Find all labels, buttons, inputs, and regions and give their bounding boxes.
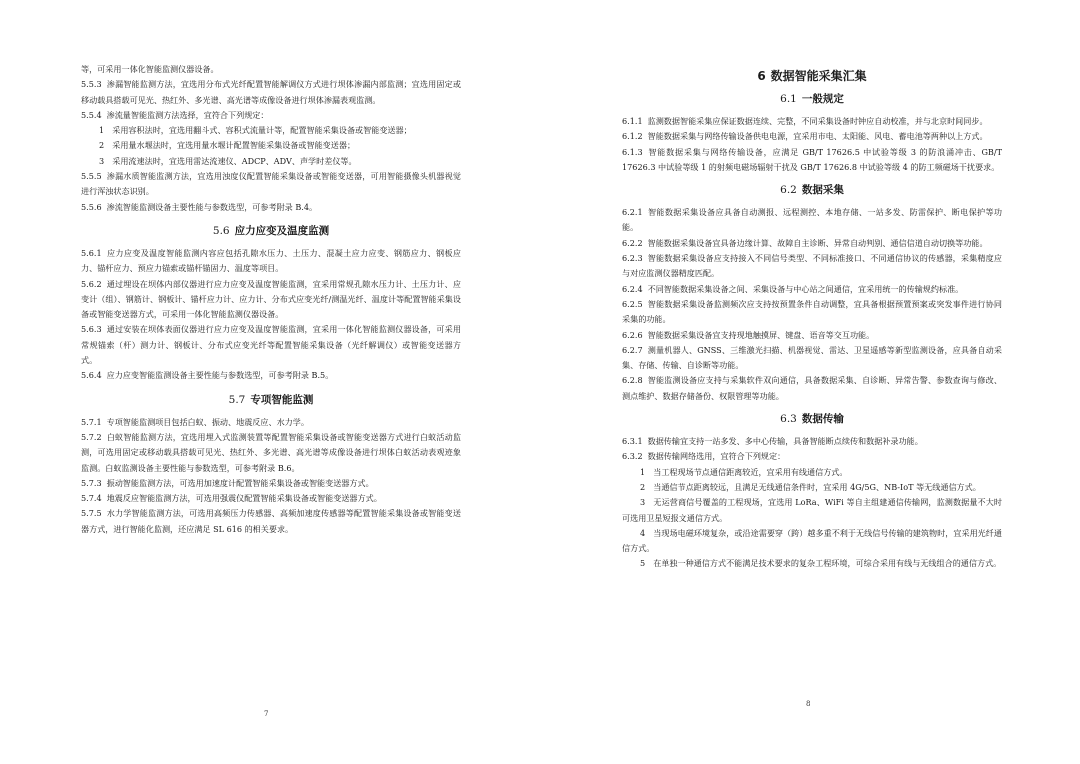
clause-5-5-5 xyxy=(81,169,461,200)
clause-number: 6.1.1 xyxy=(622,116,643,126)
clause-number: 5.5.5 xyxy=(81,171,102,182)
list-item: 3 无运营商信号覆盖的工程现场，宜选用 LoRa、WiFi 等自主组建通信传输网，监测数据量不大时可选用卫星短报文通信方式。 xyxy=(622,497,1002,523)
clause-text: 监测数据智能采集应保证数据连续、完整，不同采集设备时钟应自动校准，并与北京时间同步。 xyxy=(647,116,988,126)
clause-number: 6.2.4 xyxy=(622,283,643,294)
clause-number: 5.6.2 xyxy=(81,278,102,289)
clause-text: 振动智能监测方法，可选用加速度计配置智能采集设备或智能变送器方式。 xyxy=(106,477,374,488)
clause-5-7-5 xyxy=(81,506,461,537)
clause-6-3-2 xyxy=(622,449,1002,464)
page-right xyxy=(622,62,1002,572)
clause-number: 6.3.2 xyxy=(622,451,643,462)
clause-number: 5.6.3 xyxy=(81,324,102,335)
clause-number: 5.6.1 xyxy=(81,247,102,258)
clause-6-2-4 xyxy=(622,282,1002,297)
clause-number: 5.7.1 xyxy=(81,416,102,427)
clause-text: 智能数据采集设备宜具备边缘计算、故障自主诊断、异常自动判别、通信信道自动切换等功能。 xyxy=(647,237,988,248)
clause-6-2-1 xyxy=(622,205,1002,236)
section-heading-6-2 xyxy=(622,183,1002,197)
clause-text: 专项智能监测项目包括白蚁、振动、地震反应、水力学。 xyxy=(106,416,309,427)
clause-number: 6.1.2 xyxy=(622,131,643,142)
clause-6-2-5 xyxy=(622,297,1002,328)
section-number: 5.6 xyxy=(212,224,230,237)
clause-number: 6.2.8 xyxy=(622,375,643,386)
clause-text: 智能监测设备应支持与采集软件双向通信，具备数据采集、自诊断、异常告警、参数查询与修改、测点维护、数据存储备份、权限管理等功能。 xyxy=(622,375,1002,401)
clause-number: 5.5.3 xyxy=(81,79,102,90)
clause-text: 智能数据采集设备监测频次应支持按预置条件自动调整，宜具备根据预置预案或突发事件进行协同采集的功能。 xyxy=(622,298,1002,325)
clause-6-2-8 xyxy=(622,373,1002,404)
section-title: 专项智能监测 xyxy=(250,393,314,406)
section-title: 数据采集 xyxy=(801,184,844,197)
list-item: 1 当工程现场节点通信距离较近，宜采用有线通信方式。 xyxy=(640,466,848,477)
clause-5-6-2 xyxy=(81,277,461,323)
clause-text: 智能数据采集与网络传输设备供电电源，宜采用市电、太阳能、风电、蓄电池等两种以上方式。 xyxy=(647,131,988,142)
section-heading-5-7 xyxy=(81,393,461,407)
clause-number: 6.2.1 xyxy=(622,207,643,218)
clause-5-6-1 xyxy=(81,246,461,277)
list-item: 2 采用量水堰法时，宜选用量水堰计配置智能采集设备或智能变送器； xyxy=(99,140,356,151)
page-number-left: 7 xyxy=(264,710,269,718)
list-item: 2 当通信节点距离较远，且满足无线通信条件时，宜采用 4G/5G、NB-IoT 等无线通信方式。 xyxy=(640,481,981,492)
clause-number: 5.5.4 xyxy=(81,109,102,120)
clause-text: 渗流智能监测设备主要性能与参数选型，可参考附录 B.4。 xyxy=(106,201,318,212)
section-number: 6.2 xyxy=(780,184,797,197)
clause-text: 应力应变智能监测设备主要性能与参数选型，可参考附录 B.5。 xyxy=(106,370,334,381)
list-item: 4 当现场电磁环境复杂，或沿途需要穿（跨）越多重不利于无线信号传输的建筑物时，宜采用光纤通信方式。 xyxy=(622,527,1002,554)
clause-number: 6.1.3 xyxy=(622,146,643,157)
clause-6-2-3 xyxy=(622,251,1002,282)
clause-text: 地震反应智能监测方法，可选用强震仪配置智能采集设备或智能变送器方式。 xyxy=(106,493,382,504)
clause-number: 6.3.1 xyxy=(622,436,643,447)
clause-number: 5.7.4 xyxy=(81,493,102,504)
clause-6-1-3 xyxy=(622,145,1002,176)
section-heading-6-1 xyxy=(622,92,1002,106)
clause-5-7-3 xyxy=(81,476,461,491)
section-number: 5.7 xyxy=(228,393,246,406)
clause-6-2-2 xyxy=(622,236,1002,251)
clause-5-6-4 xyxy=(81,368,461,383)
clause-5-5-6 xyxy=(81,200,461,215)
clause-6-2-6 xyxy=(622,328,1002,343)
clause-5-7-4 xyxy=(81,491,461,506)
clause-text: 数据传输宜支持一站多发、多中心传输，具备智能断点续传和数据补录功能。 xyxy=(647,436,923,447)
clause-number: 5.5.6 xyxy=(81,201,102,212)
clause-6-2-7 xyxy=(622,343,1002,374)
clause-number: 6.2.5 xyxy=(622,298,643,309)
section-number: 6.3 xyxy=(780,413,797,426)
clause-text: 通过埋设在坝体内部仪器进行应力应变及温度智能监测，宜采用常规孔隙水压力计、土压力计、应变计（组）、钢筋计、钢板计、锚杆应力计、应力计、分布式应变光纤/测温光纤、温度计等配置智能采集设备或智能变送器方式，可采用一体化智能监测仪器设备。 xyxy=(81,278,461,320)
clause-number: 5.7.2 xyxy=(81,431,102,442)
clause-text: 渗流量智能监测方法选择，宜符合下列规定： xyxy=(106,109,269,120)
clause-text: 测量机器人、GNSS、三维激光扫描、机器视觉、雷达、卫星遥感等新型监测设备，应具备自动采集、存储、传输、自诊断等功能。 xyxy=(622,344,1002,371)
list-item: 5 在单独一种通信方式不能满足技术要求的复杂工程环境，可综合采用有线与无线组合的通信方式。 xyxy=(640,558,1002,569)
clause-number: 6.2.3 xyxy=(622,253,643,264)
clause-number: 6.2.7 xyxy=(622,344,643,355)
clause-text: 智能数据采集设备应具备自动测报、远程测控、本地存储、一站多发、防雷保护、断电保护等功能。 xyxy=(622,207,1002,233)
clause-6-1-1 xyxy=(622,114,1002,129)
clause-number: 6.2.6 xyxy=(622,329,643,340)
clause-number: 5.7.3 xyxy=(81,477,102,488)
clause-5-6-3 xyxy=(81,322,461,368)
clause-text: 水力学智能监测方法，可选用高频压力传感器、高频加速度传感器等配置智能采集设备或智能变送器方式，进行智能化监测，还应满足 SL 616 的相关要求。 xyxy=(81,508,461,534)
clause-6-1-2 xyxy=(622,129,1002,144)
clause-text: 应力应变及温度智能监测内容应包括孔隙水压力、土压力、混凝土应力应变、钢筋应力、钢板应力、锚杆应力、预应力锚索或锚杆锚固力、温度等项目。 xyxy=(81,247,461,274)
clause-number: 6.2.2 xyxy=(622,237,643,248)
page-number-right: 8 xyxy=(806,700,811,708)
section-title: 数据传输 xyxy=(801,413,844,426)
clause-text: 智能数据采集设备应支持接入不同信号类型、不同标准接口、不同通信协议的传感器，采集精度应与对应监测仪器精度匹配。 xyxy=(622,253,1002,279)
clause-text: 白蚁智能监测方法，宜选用埋入式监测装置等配置智能采集设备或智能变送器方式进行白蚁活动监测，可选用固定或移动载具搭载可见光、热红外、多光谱、高光谱等成像设备进行坝体白蚁活动表观迹象监测。白蚁监测设备主要性能与参数选型，可参考附录 B.6。 xyxy=(81,431,461,473)
chapter-heading-6 xyxy=(622,68,1002,84)
clause-5-7-1 xyxy=(81,415,461,430)
section-number: 6.1 xyxy=(780,93,797,105)
page-left xyxy=(81,62,461,537)
clause-5-5-4 xyxy=(81,108,461,123)
clause-text: 渗漏水质智能监测方法，宜选用浊度仪配置智能采集设备或智能变送器，可用智能摄像头机器视觉进行浑浊状态识别。 xyxy=(81,171,461,197)
clause-6-3-1 xyxy=(622,434,1002,449)
clause-text: 通过安装在坝体表面仪器进行应力应变及温度智能监测，宜采用一体化智能监测仪器设备，可采用常规锚索（杆）测力计、钢板计、分布式应变光纤等配置智能采集设备（光纤解调仪）或智能变送器方式。 xyxy=(81,324,461,366)
clause-number: 5.6.4 xyxy=(81,370,102,381)
section-heading-6-3 xyxy=(622,412,1002,426)
clause-text: 智能数据采集与网络传输设备，应满足 GB/T 17626.5 中试验等级 3 的防浪涌冲击、GB/T 17626.3 中试验等级 1 的射频电磁场辐射干扰及 GB/T 17626.8 中试验等级 4 的防工频磁场干扰要求。 xyxy=(622,146,1002,172)
clause-5-7-2 xyxy=(81,430,461,476)
clause-number: 5.7.5 xyxy=(81,508,102,519)
section-heading-5-6 xyxy=(81,224,461,238)
chapter-title: 数据智能采集汇集 xyxy=(770,69,867,83)
clause-text: 渗漏智能监测方法，宜选用分布式光纤配置智能解调仪方式进行坝体渗漏内部监测；宜选用固定或移动载具搭载可见光、热红外、多光谱、高光谱等成像设备进行坝体渗漏表观监测。 xyxy=(81,79,461,105)
paragraph: 等，可采用一体化智能监测仪器设备。 xyxy=(81,64,219,74)
chapter-number: 6 xyxy=(757,69,766,83)
clause-text: 数据传输网络选用，宜符合下列规定： xyxy=(647,451,786,462)
list-item: 1 采用容积法时，宜选用翻斗式、容积式流量计等，配置智能采集设备或智能变送器； xyxy=(99,125,412,136)
clause-text: 不同智能数据采集设备之间、采集设备与中心站之间通信，宜采用统一的传输规约标准。 xyxy=(647,283,964,294)
section-title: 一般规定 xyxy=(801,93,844,105)
clause-5-5-3 xyxy=(81,77,461,108)
list-item: 3 采用流速法时，宜选用雷达流速仪、ADCP、ADV、声学时差仪等。 xyxy=(99,155,357,166)
clause-text: 智能数据采集设备宜支持现地触摸屏、键盘、语音等交互功能。 xyxy=(647,329,875,340)
section-title: 应力应变及温度监测 xyxy=(234,224,330,237)
